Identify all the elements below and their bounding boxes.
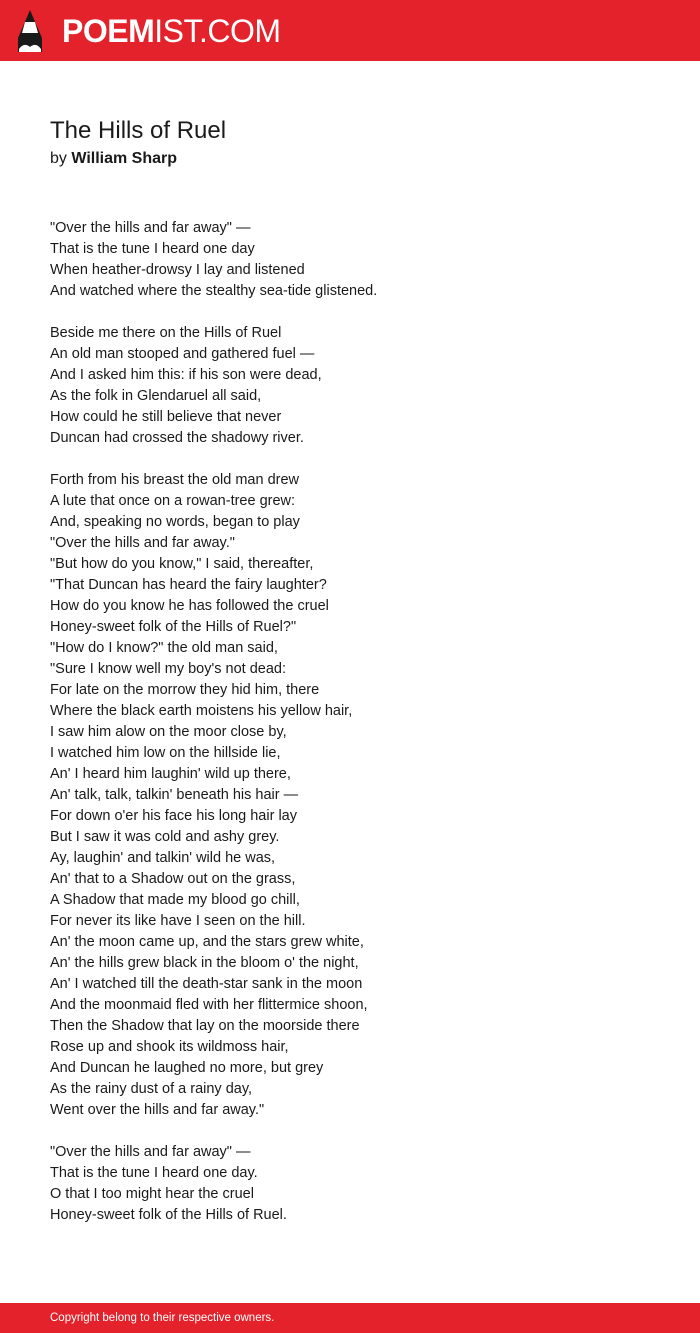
poem-line: An' the hills grew black in the bloom o' the night, [50,955,359,971]
poem-stanza [50,1142,650,1226]
site-logo[interactable] [62,11,281,51]
poem-line: I saw him alow on the moor close by, [50,724,287,740]
poem-line: And watched where the stealthy sea-tide glistened. [50,283,378,299]
poem-line: An old man stooped and gathered fuel — [50,346,315,362]
poem-stanza [50,470,650,1121]
poem-line: And, speaking no words, began to play [50,514,300,530]
poem-line: Then the Shadow that lay on the moorside there [50,1018,360,1034]
poem-line: Duncan had crossed the shadowy river. [50,430,304,446]
poem-line: "Over the hills and far away" — [50,220,251,236]
poem-line: For late on the morrow they hid him, there [50,682,320,698]
poem-line: For down o'er his face his long hair lay [50,808,297,824]
poem-line: As the folk in Glendaruel all said, [50,388,262,404]
poem-line: How could he still believe that never [50,409,282,425]
poem-line: Honey-sweet folk of the Hills of Ruel. [50,1207,287,1223]
poem-line: Went over the hills and far away." [50,1102,265,1118]
poem-line: An' I heard him laughin' wild up there, [50,766,291,782]
poem-body [50,218,650,1247]
pencil-logo-icon[interactable] [16,9,44,53]
poem-line: A Shadow that made my blood go chill, [50,892,300,908]
poem-line: "Over the hills and far away" — [50,1144,251,1160]
poem-line: I watched him low on the hillside lie, [50,745,281,761]
poem-line: But I saw it was cold and ashy grey. [50,829,280,845]
poem-line: "That Duncan has heard the fairy laughter? [50,577,327,593]
logo-bold-text: POEM [62,13,155,49]
poem-line: Ay, laughin' and talkin' wild he was, [50,850,276,866]
poem-line: Rose up and shook its wildmoss hair, [50,1039,289,1055]
poem-line: And I asked him this: if his son were dead, [50,367,322,383]
copyright-text: Copyright belong to their respective owners. [50,1312,275,1324]
poem-line: How do you know he has followed the cruel [50,598,329,614]
site-header [0,0,700,61]
poem-title: The Hills of Ruel [50,117,227,144]
poem-stanza [50,323,650,449]
logo-light-text: IST.COM [154,13,281,49]
author-name: William Sharp [71,150,178,167]
poem-line: As the rainy dust of a rainy day, [50,1081,253,1097]
poem-line: An' I watched till the death-star sank in the moon [50,976,363,992]
poem-line: O that I too might hear the cruel [50,1186,254,1202]
poem-line: "Sure I know well my boy's not dead: [50,661,287,677]
byline [50,148,177,170]
poem-line: "But how do you know," I said, thereafter, [50,556,314,572]
poem-line: An' talk, talk, talkin' beneath his hair — [50,787,299,803]
poem-line: Forth from his breast the old man drew [50,472,300,488]
poem-line: "Over the hills and far away." [50,535,235,551]
poem-line: Where the black earth moistens his yellow hair, [50,703,353,719]
poem-line: An' the moon came up, and the stars grew white, [50,934,364,950]
poem-line: "How do I know?" the old man said, [50,640,278,656]
poem-line: And Duncan he laughed no more, but grey [50,1060,324,1076]
poem-line: For never its like have I seen on the hill. [50,913,306,929]
poem-line: When heather-drowsy I lay and listened [50,262,305,278]
poem-line: That is the tune I heard one day. [50,1165,258,1181]
by-label: by [50,150,67,167]
poem-line: A lute that once on a rowan-tree grew: [50,493,296,509]
poem-line: That is the tune I heard one day [50,241,255,257]
poem-line: An' that to a Shadow out on the grass, [50,871,296,887]
poem-line: And the moonmaid fled with her flittermice shoon, [50,997,368,1013]
site-footer [0,1303,700,1333]
poem-stanza [50,218,650,302]
poem-line: Beside me there on the Hills of Ruel [50,325,282,341]
poem-line: Honey-sweet folk of the Hills of Ruel?" [50,619,297,635]
